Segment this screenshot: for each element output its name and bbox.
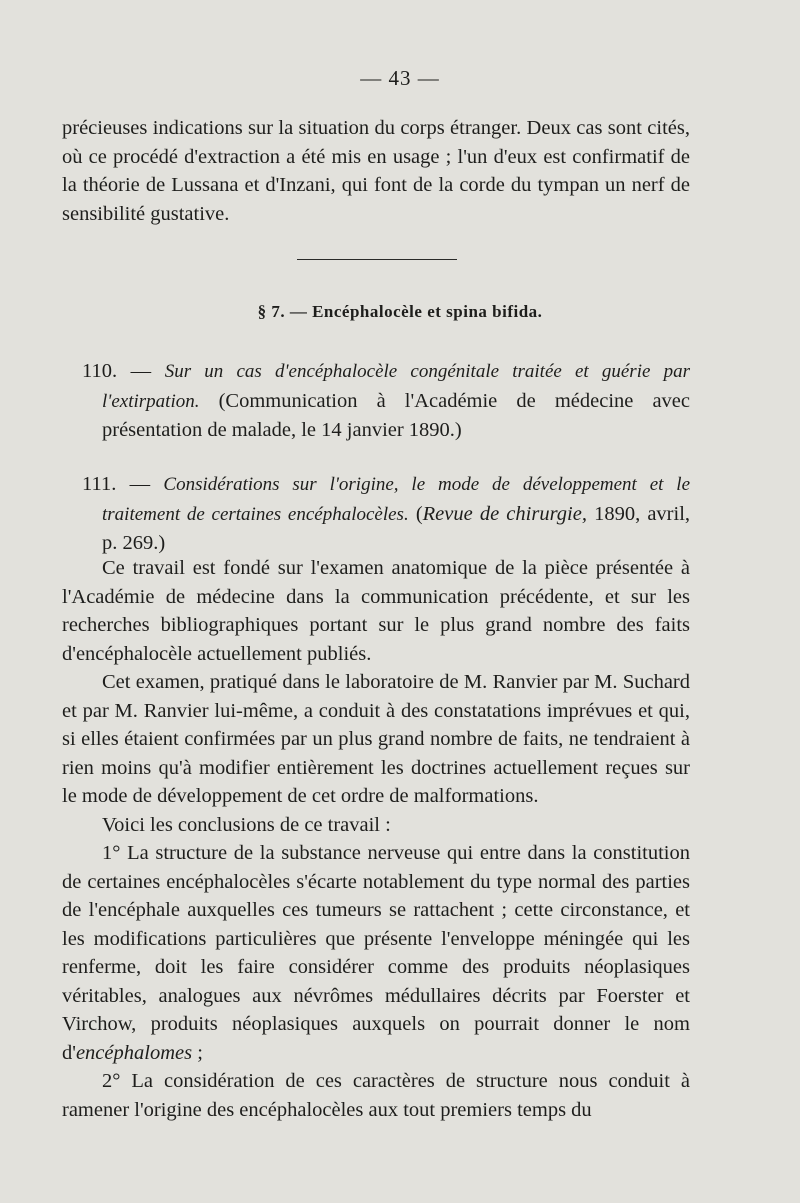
section-heading: § 7. — Encéphalocèle et spina bifida.	[257, 302, 543, 321]
entry-111-title: Considérations sur l'origine, le mode de développement et le traitement de certaines encéphalocèles.	[102, 474, 691, 525]
body-paragraph-2: Cet examen, pratiqué dans le laboratoire de M. Ranvier par M. Suchard et par M. Ranvier lui-même, a conduit à des constatations imprévues et qui, si elles étaient confirmées par un plus grand nombre de faits, ne tendraient à rien moins qu'à modifier entièrement les doctrines actuellement reçues sur le mode de développement de cet ordre de malformations.	[62, 671, 690, 807]
body-paragraph-1: Ce travail est fondé sur l'examen anatomique de la pièce présentée à l'Académie de médecine dans la communication précédente, et sur les recherches bibliographiques portant sur le plus grand nombre des faits d'encéphalocèle actuellement publiés.	[62, 557, 690, 665]
entry-110-title: Sur un cas d'encéphalocèle congénitale traitée et guérie par l'extirpation.	[102, 361, 690, 412]
entry-110-body	[62, 357, 690, 445]
body-paragraph-4-end: ;	[192, 1041, 203, 1064]
body-paragraph-4-main: 1° La structure de la substance nerveuse qui entre dans la constitution de certaines encéphalocèles s'écarte notablement du type normal des parties de l'encéphale auxquelles ces tumeurs se rattachent ; cette circonstance, et les modifications particulières que présente l'enveloppe méningée qui les renferme, doit les faire considérer comme des produits néoplasiques véritables, analogues aux névrômes médullaires décrits par Foerster et Virchow, produits néoplasiques auxquels on pourrait donner le nom d'	[62, 842, 690, 1064]
page-number: — 43 —	[360, 66, 440, 90]
body-text	[62, 554, 690, 1124]
intro-text: précieuses indications sur la situation du corps étranger. Deux cas sont cités, où ce procédé d'extraction a été mis en usage ; l'un d'eux est confirmatif de la théorie de Lussana et d'Inzani, qui font de la corde du tympan un nerf de sensibilité gustative.	[62, 117, 690, 225]
body-paragraph-5: 2° La considération de ces caractères de structure nous conduit à ramener l'origine des encéphalocèles aux tout premiers temps du	[62, 1070, 690, 1121]
entry-110-number: 110. —	[82, 360, 152, 382]
entry-110	[62, 357, 690, 445]
entry-111-note-rest: 1890, avril, p. 269.)	[102, 502, 691, 554]
entry-111-note-source: Revue de chirurgie,	[422, 502, 587, 525]
body-paragraph-3: Voici les conclusions de ce travail :	[102, 813, 391, 836]
intro-paragraph	[62, 114, 690, 228]
entry-111-number: 111. —	[82, 473, 151, 495]
entry-111	[62, 470, 690, 558]
body-paragraph-4-italic: encéphalomes	[75, 1041, 193, 1064]
body-paragraph-4	[62, 839, 690, 1067]
section-divider	[297, 259, 457, 260]
entry-111-body	[62, 470, 690, 558]
entry-111-note-open: (	[415, 502, 423, 525]
entry-110-note: (Communication à l'Académie de médecine avec présentation de malade, le 14 janvier 1890.)	[102, 389, 691, 441]
